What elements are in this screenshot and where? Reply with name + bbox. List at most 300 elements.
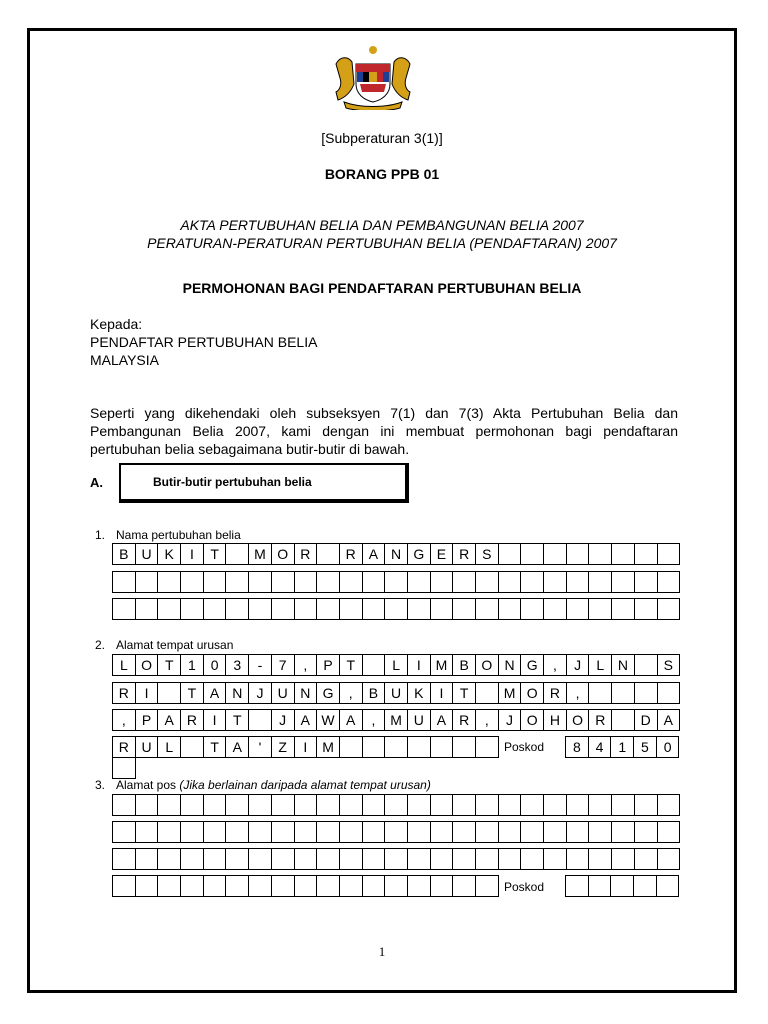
letter-box[interactable] xyxy=(136,599,159,620)
letter-box[interactable]: R xyxy=(181,710,204,731)
letter-box[interactable] xyxy=(272,572,295,593)
field-3-number: 3. xyxy=(95,778,106,792)
field-2-number: 2. xyxy=(95,638,106,652)
letter-box[interactable] xyxy=(249,710,272,731)
letter-box[interactable]: R xyxy=(453,710,476,731)
field-3-label: Alamat pos xyxy=(116,778,177,792)
business-address-row-4[interactable] xyxy=(112,736,499,779)
letter-box[interactable] xyxy=(431,599,454,620)
letter-box[interactable] xyxy=(340,876,363,897)
letter-box[interactable] xyxy=(204,572,227,593)
letter-box[interactable] xyxy=(634,876,657,897)
letter-box[interactable] xyxy=(204,822,227,843)
letter-box[interactable] xyxy=(476,683,499,704)
letter-box[interactable] xyxy=(340,822,363,843)
business-poskod-input[interactable] xyxy=(565,736,679,758)
letter-box[interactable] xyxy=(431,572,454,593)
letter-box[interactable] xyxy=(272,795,295,816)
letter-box[interactable]: , xyxy=(476,710,499,731)
postal-poskod-label: Poskod xyxy=(504,880,545,894)
letter-box[interactable]: N xyxy=(385,544,408,565)
letter-box[interactable]: I xyxy=(408,655,431,676)
letter-box[interactable] xyxy=(408,737,431,758)
letter-box[interactable] xyxy=(431,876,454,897)
letter-box[interactable] xyxy=(589,572,612,593)
letter-box[interactable]: T xyxy=(204,544,227,565)
field-3-label-wrap xyxy=(116,778,431,792)
letter-box[interactable] xyxy=(612,544,635,565)
letter-box[interactable] xyxy=(612,795,635,816)
letter-box[interactable] xyxy=(136,876,159,897)
letter-box[interactable] xyxy=(658,683,681,704)
letter-box[interactable] xyxy=(181,572,204,593)
letter-box[interactable] xyxy=(226,599,249,620)
letter-box[interactable] xyxy=(431,795,454,816)
letter-box[interactable]: P xyxy=(136,710,159,731)
letter-box[interactable] xyxy=(249,822,272,843)
org-name-row-1[interactable] xyxy=(112,543,680,565)
letter-box[interactable] xyxy=(589,876,612,897)
letter-box[interactable] xyxy=(272,849,295,870)
letter-box[interactable] xyxy=(226,849,249,870)
letter-box[interactable]: M xyxy=(499,683,522,704)
letter-box[interactable] xyxy=(566,876,589,897)
postal-address-row-2[interactable] xyxy=(112,821,680,843)
letter-box[interactable] xyxy=(363,737,386,758)
letter-box[interactable] xyxy=(340,572,363,593)
letter-box[interactable] xyxy=(363,849,386,870)
letter-box[interactable] xyxy=(363,572,386,593)
letter-box[interactable]: J xyxy=(499,710,522,731)
letter-box[interactable] xyxy=(544,572,567,593)
letter-box[interactable] xyxy=(408,599,431,620)
letter-box[interactable] xyxy=(363,655,386,676)
letter-box[interactable] xyxy=(589,822,612,843)
letter-box[interactable] xyxy=(113,876,136,897)
letter-box[interactable]: A xyxy=(340,710,363,731)
letter-box[interactable]: K xyxy=(158,544,181,565)
letter-box[interactable] xyxy=(521,599,544,620)
letter-box[interactable] xyxy=(136,849,159,870)
letter-box[interactable] xyxy=(113,795,136,816)
letter-box[interactable]: J xyxy=(249,683,272,704)
section-a-letter: A. xyxy=(90,475,103,490)
letter-box[interactable]: 0 xyxy=(204,655,227,676)
letter-box[interactable]: B xyxy=(363,683,386,704)
letter-box[interactable] xyxy=(385,876,408,897)
letter-box[interactable] xyxy=(612,683,635,704)
letter-box[interactable] xyxy=(431,737,454,758)
letter-box[interactable] xyxy=(589,544,612,565)
letter-box[interactable] xyxy=(317,795,340,816)
letter-box[interactable] xyxy=(204,849,227,870)
letter-box[interactable] xyxy=(204,599,227,620)
letter-box[interactable] xyxy=(657,876,680,897)
letter-box[interactable] xyxy=(589,849,612,870)
letter-box[interactable]: , xyxy=(340,683,363,704)
letter-box[interactable]: A xyxy=(295,710,318,731)
letter-box[interactable] xyxy=(226,876,249,897)
letter-box[interactable] xyxy=(249,572,272,593)
letter-box[interactable] xyxy=(567,795,590,816)
letter-box[interactable] xyxy=(363,599,386,620)
letter-box[interactable] xyxy=(295,599,318,620)
field-3-label-note: (Jika berlainan daripada alamat tempat urusan) xyxy=(179,778,431,792)
intro-paragraph xyxy=(90,404,678,458)
letter-box[interactable] xyxy=(158,599,181,620)
letter-box[interactable] xyxy=(658,572,681,593)
letter-box[interactable] xyxy=(317,876,340,897)
letter-box[interactable] xyxy=(204,876,227,897)
letter-box[interactable] xyxy=(476,849,499,870)
letter-box[interactable]: Z xyxy=(272,737,295,758)
letter-box[interactable]: I xyxy=(431,683,454,704)
letter-box[interactable] xyxy=(385,572,408,593)
section-a-title: Butir-butir pertubuhan belia xyxy=(153,475,312,489)
letter-box[interactable] xyxy=(363,876,386,897)
letter-box[interactable]: 1 xyxy=(611,737,634,758)
letter-box[interactable] xyxy=(226,795,249,816)
letter-box[interactable] xyxy=(204,795,227,816)
letter-box[interactable]: J xyxy=(272,710,295,731)
letter-box[interactable] xyxy=(408,822,431,843)
letter-box[interactable]: , xyxy=(113,710,136,731)
letter-box[interactable] xyxy=(363,822,386,843)
letter-box[interactable] xyxy=(658,795,681,816)
letter-box[interactable] xyxy=(567,849,590,870)
org-name-row-3[interactable] xyxy=(112,598,680,620)
letter-box[interactable]: O xyxy=(567,710,590,731)
letter-box[interactable]: W xyxy=(317,710,340,731)
letter-box[interactable] xyxy=(453,599,476,620)
letter-box[interactable] xyxy=(521,849,544,870)
letter-box[interactable] xyxy=(544,849,567,870)
letter-box[interactable] xyxy=(385,795,408,816)
letter-box[interactable]: R xyxy=(544,683,567,704)
letter-box[interactable]: M xyxy=(249,544,272,565)
letter-box[interactable] xyxy=(385,849,408,870)
letter-box[interactable] xyxy=(499,795,522,816)
letter-box[interactable] xyxy=(295,876,318,897)
letter-box[interactable]: U xyxy=(136,544,159,565)
letter-box[interactable] xyxy=(476,795,499,816)
letter-box[interactable] xyxy=(635,795,658,816)
letter-box[interactable] xyxy=(295,849,318,870)
letter-box[interactable] xyxy=(453,849,476,870)
letter-box[interactable]: N xyxy=(295,683,318,704)
letter-box[interactable] xyxy=(453,737,476,758)
letter-box[interactable]: N xyxy=(612,655,635,676)
letter-box[interactable]: I xyxy=(136,683,159,704)
letter-box[interactable] xyxy=(158,822,181,843)
letter-box[interactable] xyxy=(431,822,454,843)
letter-box[interactable]: A xyxy=(363,544,386,565)
letter-box[interactable]: L xyxy=(589,655,612,676)
letter-box[interactable] xyxy=(181,876,204,897)
letter-box[interactable] xyxy=(589,599,612,620)
letter-box[interactable] xyxy=(340,795,363,816)
letter-box[interactable] xyxy=(453,822,476,843)
letter-box[interactable]: T xyxy=(158,655,181,676)
letter-box[interactable] xyxy=(181,822,204,843)
letter-box[interactable]: G xyxy=(521,655,544,676)
letter-box[interactable] xyxy=(226,822,249,843)
letter-box[interactable] xyxy=(611,876,634,897)
letter-box[interactable]: G xyxy=(408,544,431,565)
letter-box[interactable] xyxy=(658,599,681,620)
letter-box[interactable] xyxy=(181,599,204,620)
letter-box[interactable]: R xyxy=(453,544,476,565)
letter-box[interactable]: T xyxy=(226,710,249,731)
letter-box[interactable] xyxy=(272,822,295,843)
letter-box[interactable] xyxy=(635,822,658,843)
postal-address-row-1[interactable] xyxy=(112,794,680,816)
org-name-row-2[interactable] xyxy=(112,571,680,593)
letter-box[interactable] xyxy=(317,822,340,843)
letter-box[interactable] xyxy=(113,822,136,843)
letter-box[interactable]: R xyxy=(295,544,318,565)
letter-box[interactable]: L xyxy=(158,737,181,758)
letter-box[interactable]: L xyxy=(113,655,136,676)
letter-box[interactable]: J xyxy=(567,655,590,676)
letter-box[interactable]: M xyxy=(385,710,408,731)
letter-box[interactable] xyxy=(272,599,295,620)
letter-box[interactable] xyxy=(658,822,681,843)
letter-box[interactable]: S xyxy=(658,655,681,676)
letter-box[interactable]: A xyxy=(158,710,181,731)
letter-box[interactable] xyxy=(658,544,681,565)
letter-box[interactable] xyxy=(181,849,204,870)
letter-box[interactable] xyxy=(249,599,272,620)
letter-box[interactable] xyxy=(544,822,567,843)
letter-box[interactable] xyxy=(385,599,408,620)
letter-box[interactable]: 7 xyxy=(272,655,295,676)
letter-box[interactable]: 4 xyxy=(589,737,612,758)
letter-box[interactable] xyxy=(635,544,658,565)
letter-box[interactable] xyxy=(272,876,295,897)
letter-box[interactable] xyxy=(612,599,635,620)
act-title-line-2: PERATURAN-PERATURAN PERTUBUHAN BELIA (PENDAFTARAN) 2007 xyxy=(147,235,617,251)
letter-box[interactable]: T xyxy=(204,737,227,758)
letter-box[interactable] xyxy=(544,599,567,620)
business-address-row-1[interactable] xyxy=(112,654,680,676)
letter-box[interactable]: , xyxy=(363,710,386,731)
letter-box[interactable] xyxy=(476,876,499,897)
postal-address-row-4[interactable] xyxy=(112,875,499,897)
letter-box[interactable]: 3 xyxy=(226,655,249,676)
letter-box[interactable] xyxy=(499,572,522,593)
letter-box[interactable] xyxy=(499,849,522,870)
letter-box[interactable] xyxy=(612,710,635,731)
letter-box[interactable]: I xyxy=(295,737,318,758)
letter-box[interactable] xyxy=(317,544,340,565)
letter-box[interactable] xyxy=(226,572,249,593)
letter-box[interactable] xyxy=(340,737,363,758)
letter-box[interactable]: O xyxy=(521,683,544,704)
letter-box[interactable] xyxy=(158,572,181,593)
letter-box[interactable] xyxy=(158,795,181,816)
page-number: 1 xyxy=(378,944,386,959)
field-2-label: Alamat tempat urusan xyxy=(116,638,234,652)
letter-box[interactable]: M xyxy=(317,737,340,758)
letter-box[interactable] xyxy=(340,599,363,620)
letter-box[interactable]: A xyxy=(204,683,227,704)
letter-box[interactable] xyxy=(567,599,590,620)
letter-box[interactable] xyxy=(181,737,204,758)
letter-box[interactable] xyxy=(385,822,408,843)
letter-box[interactable]: N xyxy=(226,683,249,704)
letter-box[interactable] xyxy=(340,849,363,870)
letter-box[interactable]: , xyxy=(567,683,590,704)
letter-box[interactable]: U xyxy=(136,737,159,758)
letter-box[interactable]: B xyxy=(113,544,136,565)
act-title-line-1: AKTA PERTUBUHAN BELIA DAN PEMBANGUNAN BELIA 2007 xyxy=(180,217,584,233)
letter-box[interactable] xyxy=(567,822,590,843)
letter-box[interactable] xyxy=(635,599,658,620)
letter-box[interactable] xyxy=(136,572,159,593)
letter-box[interactable]: A xyxy=(658,710,681,731)
letter-box[interactable]: R xyxy=(113,737,136,758)
letter-box[interactable]: M xyxy=(431,655,454,676)
letter-box[interactable] xyxy=(521,572,544,593)
letter-box[interactable] xyxy=(567,572,590,593)
letter-box[interactable]: O xyxy=(521,710,544,731)
letter-box[interactable] xyxy=(249,876,272,897)
letter-box[interactable] xyxy=(136,822,159,843)
letter-box[interactable] xyxy=(544,795,567,816)
letter-box[interactable]: N xyxy=(499,655,522,676)
letter-box[interactable] xyxy=(521,544,544,565)
letter-box[interactable]: T xyxy=(181,683,204,704)
letter-box[interactable]: U xyxy=(272,683,295,704)
letter-box[interactable] xyxy=(113,572,136,593)
letter-box[interactable] xyxy=(567,544,590,565)
business-address-row-3[interactable] xyxy=(112,709,680,731)
letter-box[interactable]: H xyxy=(544,710,567,731)
letter-box[interactable] xyxy=(295,795,318,816)
letter-box[interactable]: 0 xyxy=(657,737,680,758)
letter-box[interactable]: ' xyxy=(249,737,272,758)
letter-box[interactable] xyxy=(521,822,544,843)
letter-box[interactable] xyxy=(136,795,159,816)
letter-box[interactable]: B xyxy=(453,655,476,676)
letter-box[interactable]: U xyxy=(408,710,431,731)
letter-box[interactable] xyxy=(499,599,522,620)
letter-box[interactable] xyxy=(363,795,386,816)
letter-box[interactable] xyxy=(476,737,499,758)
letter-box[interactable] xyxy=(635,683,658,704)
letter-box[interactable] xyxy=(635,572,658,593)
letter-box[interactable] xyxy=(658,849,681,870)
letter-box[interactable] xyxy=(158,849,181,870)
letter-box[interactable]: T xyxy=(453,683,476,704)
letter-box[interactable] xyxy=(158,876,181,897)
letter-box[interactable] xyxy=(317,849,340,870)
letter-box[interactable]: S xyxy=(476,544,499,565)
letter-box[interactable] xyxy=(295,572,318,593)
letter-box[interactable] xyxy=(612,572,635,593)
letter-box[interactable] xyxy=(635,849,658,870)
letter-box[interactable] xyxy=(317,572,340,593)
letter-box[interactable]: E xyxy=(431,544,454,565)
letter-box[interactable] xyxy=(181,795,204,816)
letter-box[interactable]: U xyxy=(385,683,408,704)
letter-box[interactable] xyxy=(612,849,635,870)
letter-box[interactable] xyxy=(249,849,272,870)
letter-box[interactable] xyxy=(295,822,318,843)
letter-box[interactable]: R xyxy=(113,683,136,704)
letter-box[interactable]: - xyxy=(249,655,272,676)
letter-box[interactable] xyxy=(589,795,612,816)
letter-box[interactable] xyxy=(453,572,476,593)
letter-box[interactable] xyxy=(612,822,635,843)
letter-box[interactable]: O xyxy=(476,655,499,676)
letter-box[interactable]: T xyxy=(340,655,363,676)
letter-box[interactable] xyxy=(317,599,340,620)
postal-poskod-input[interactable] xyxy=(565,875,679,897)
letter-box[interactable] xyxy=(499,822,522,843)
letter-box[interactable] xyxy=(476,822,499,843)
letter-box[interactable]: L xyxy=(385,655,408,676)
letter-box[interactable]: A xyxy=(226,737,249,758)
letter-box[interactable] xyxy=(544,544,567,565)
letter-box[interactable] xyxy=(521,795,544,816)
letter-box[interactable] xyxy=(408,795,431,816)
letter-box[interactable]: 1 xyxy=(181,655,204,676)
letter-box[interactable] xyxy=(589,683,612,704)
letter-box[interactable] xyxy=(453,795,476,816)
letter-box[interactable] xyxy=(113,599,136,620)
letter-box[interactable]: R xyxy=(340,544,363,565)
malaysia-coat-of-arms-icon xyxy=(330,44,416,110)
field-1-label: Nama pertubuhan belia xyxy=(116,528,241,542)
postal-address-row-3[interactable] xyxy=(112,848,680,870)
section-a-heading-box xyxy=(119,463,409,503)
letter-box[interactable] xyxy=(113,758,136,779)
letter-box[interactable] xyxy=(431,849,454,870)
letter-box[interactable]: R xyxy=(589,710,612,731)
letter-box[interactable] xyxy=(408,849,431,870)
letter-box[interactable]: K xyxy=(408,683,431,704)
letter-box[interactable]: I xyxy=(204,710,227,731)
letter-box[interactable]: P xyxy=(317,655,340,676)
letter-box[interactable]: 8 xyxy=(566,737,589,758)
letter-box[interactable] xyxy=(226,544,249,565)
letter-box[interactable]: O xyxy=(136,655,159,676)
letter-box[interactable] xyxy=(499,544,522,565)
letter-box[interactable] xyxy=(453,876,476,897)
letter-box[interactable]: G xyxy=(317,683,340,704)
letter-box[interactable]: A xyxy=(431,710,454,731)
letter-box[interactable] xyxy=(113,849,136,870)
recipient-label: Kepada: xyxy=(90,316,143,332)
letter-box[interactable]: O xyxy=(272,544,295,565)
letter-box[interactable] xyxy=(476,572,499,593)
letter-box[interactable]: , xyxy=(295,655,318,676)
letter-box[interactable] xyxy=(249,795,272,816)
letter-box[interactable] xyxy=(385,737,408,758)
business-address-row-2[interactable] xyxy=(112,682,680,704)
letter-box[interactable] xyxy=(408,876,431,897)
letter-box[interactable]: 5 xyxy=(634,737,657,758)
letter-box[interactable]: D xyxy=(635,710,658,731)
letter-box[interactable]: , xyxy=(544,655,567,676)
letter-box[interactable] xyxy=(476,599,499,620)
letter-box[interactable] xyxy=(635,655,658,676)
letter-box[interactable]: I xyxy=(181,544,204,565)
letter-box[interactable] xyxy=(158,683,181,704)
letter-box[interactable] xyxy=(408,572,431,593)
